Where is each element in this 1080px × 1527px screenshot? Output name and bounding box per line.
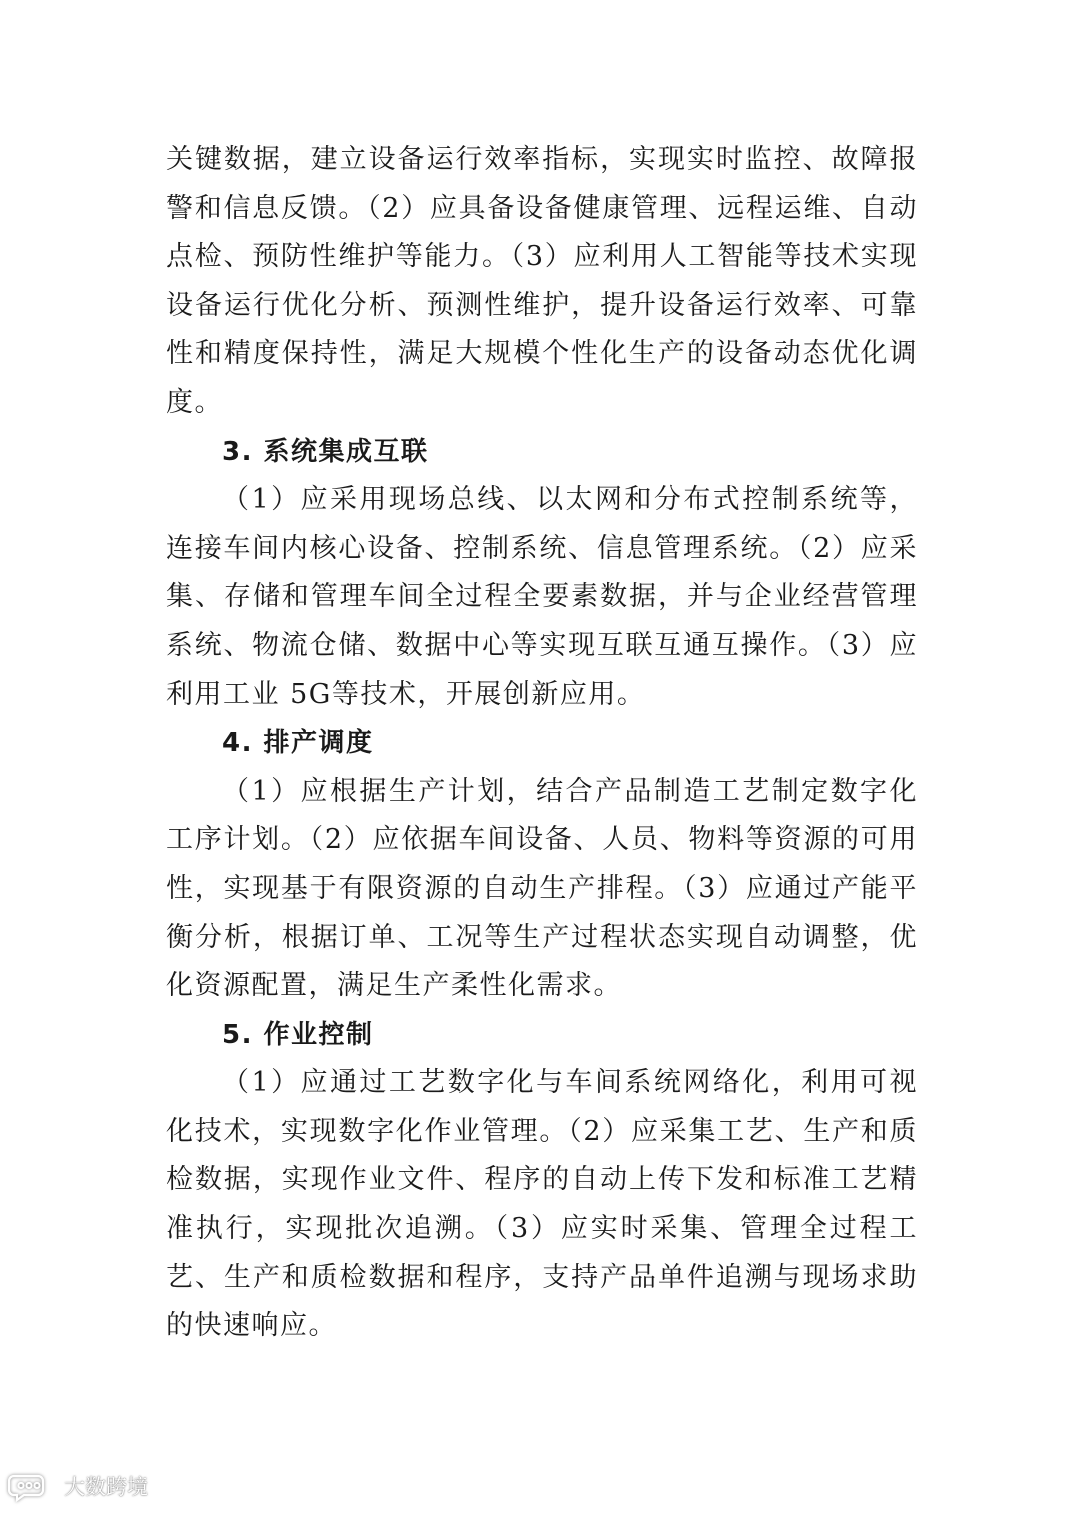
paragraph-operation-control: （1）应通过工艺数字化与车间系统网络化，利用可视化技术，实现数字化作业管理。（2）应采集工艺、生产和质检数据，实现作业文件、程序的自动上传下发和标准工艺精准执行，实现批次追溯。（3）应实时采集、管理全过程工艺、生产和质检数据和程序，支持产品单件追溯与现场求助的快速响应。	[166, 1067, 918, 1342]
heading-system-integration: 3. 系统集成互联	[222, 436, 429, 467]
paragraph-equipment-management: 关键数据，建立设备运行效率指标，实现实时监控、故障报警和信息反馈。（2）应具备设备健康管理、远程运维、自动点检、预防性维护等能力。（3）应利用人工智能等技术实现设备运行优化分析、预测性维护，提升设备运行效率、可靠性和精度保持性，满足大规模个性化生产的设备动态优化调度。	[166, 144, 918, 418]
heading-operation-control: 5. 作业控制	[222, 1019, 374, 1050]
heading-production-scheduling: 4. 排产调度	[222, 728, 374, 759]
document-body	[166, 136, 918, 1351]
watermark-text: 大数跨境	[64, 1475, 148, 1499]
paragraph-production-scheduling: （1）应根据生产计划，结合产品制造工艺制定数字化工序计划。（2）应依据车间设备、人员、物料等资源的可用性，实现基于有限资源的自动生产排程。（3）应通过产能平衡分析，根据订单、工况等生产过程状态实现自动调整，优化资源配置，满足生产柔性化需求。	[166, 775, 918, 1002]
watermark	[8, 1466, 148, 1506]
paragraph-system-integration: （1）应采用现场总线、以太网和分布式控制系统等，连接车间内核心设备、控制系统、信息管理系统。（2）应采集、存储和管理车间全过程全要素数据，并与企业经营管理系统、物流仓储、数据中心等实现互联互通互操作。（3）应利用工业 5G等技术，开展创新应用。	[166, 484, 918, 710]
chat-bubble-logo-icon	[8, 1470, 58, 1502]
